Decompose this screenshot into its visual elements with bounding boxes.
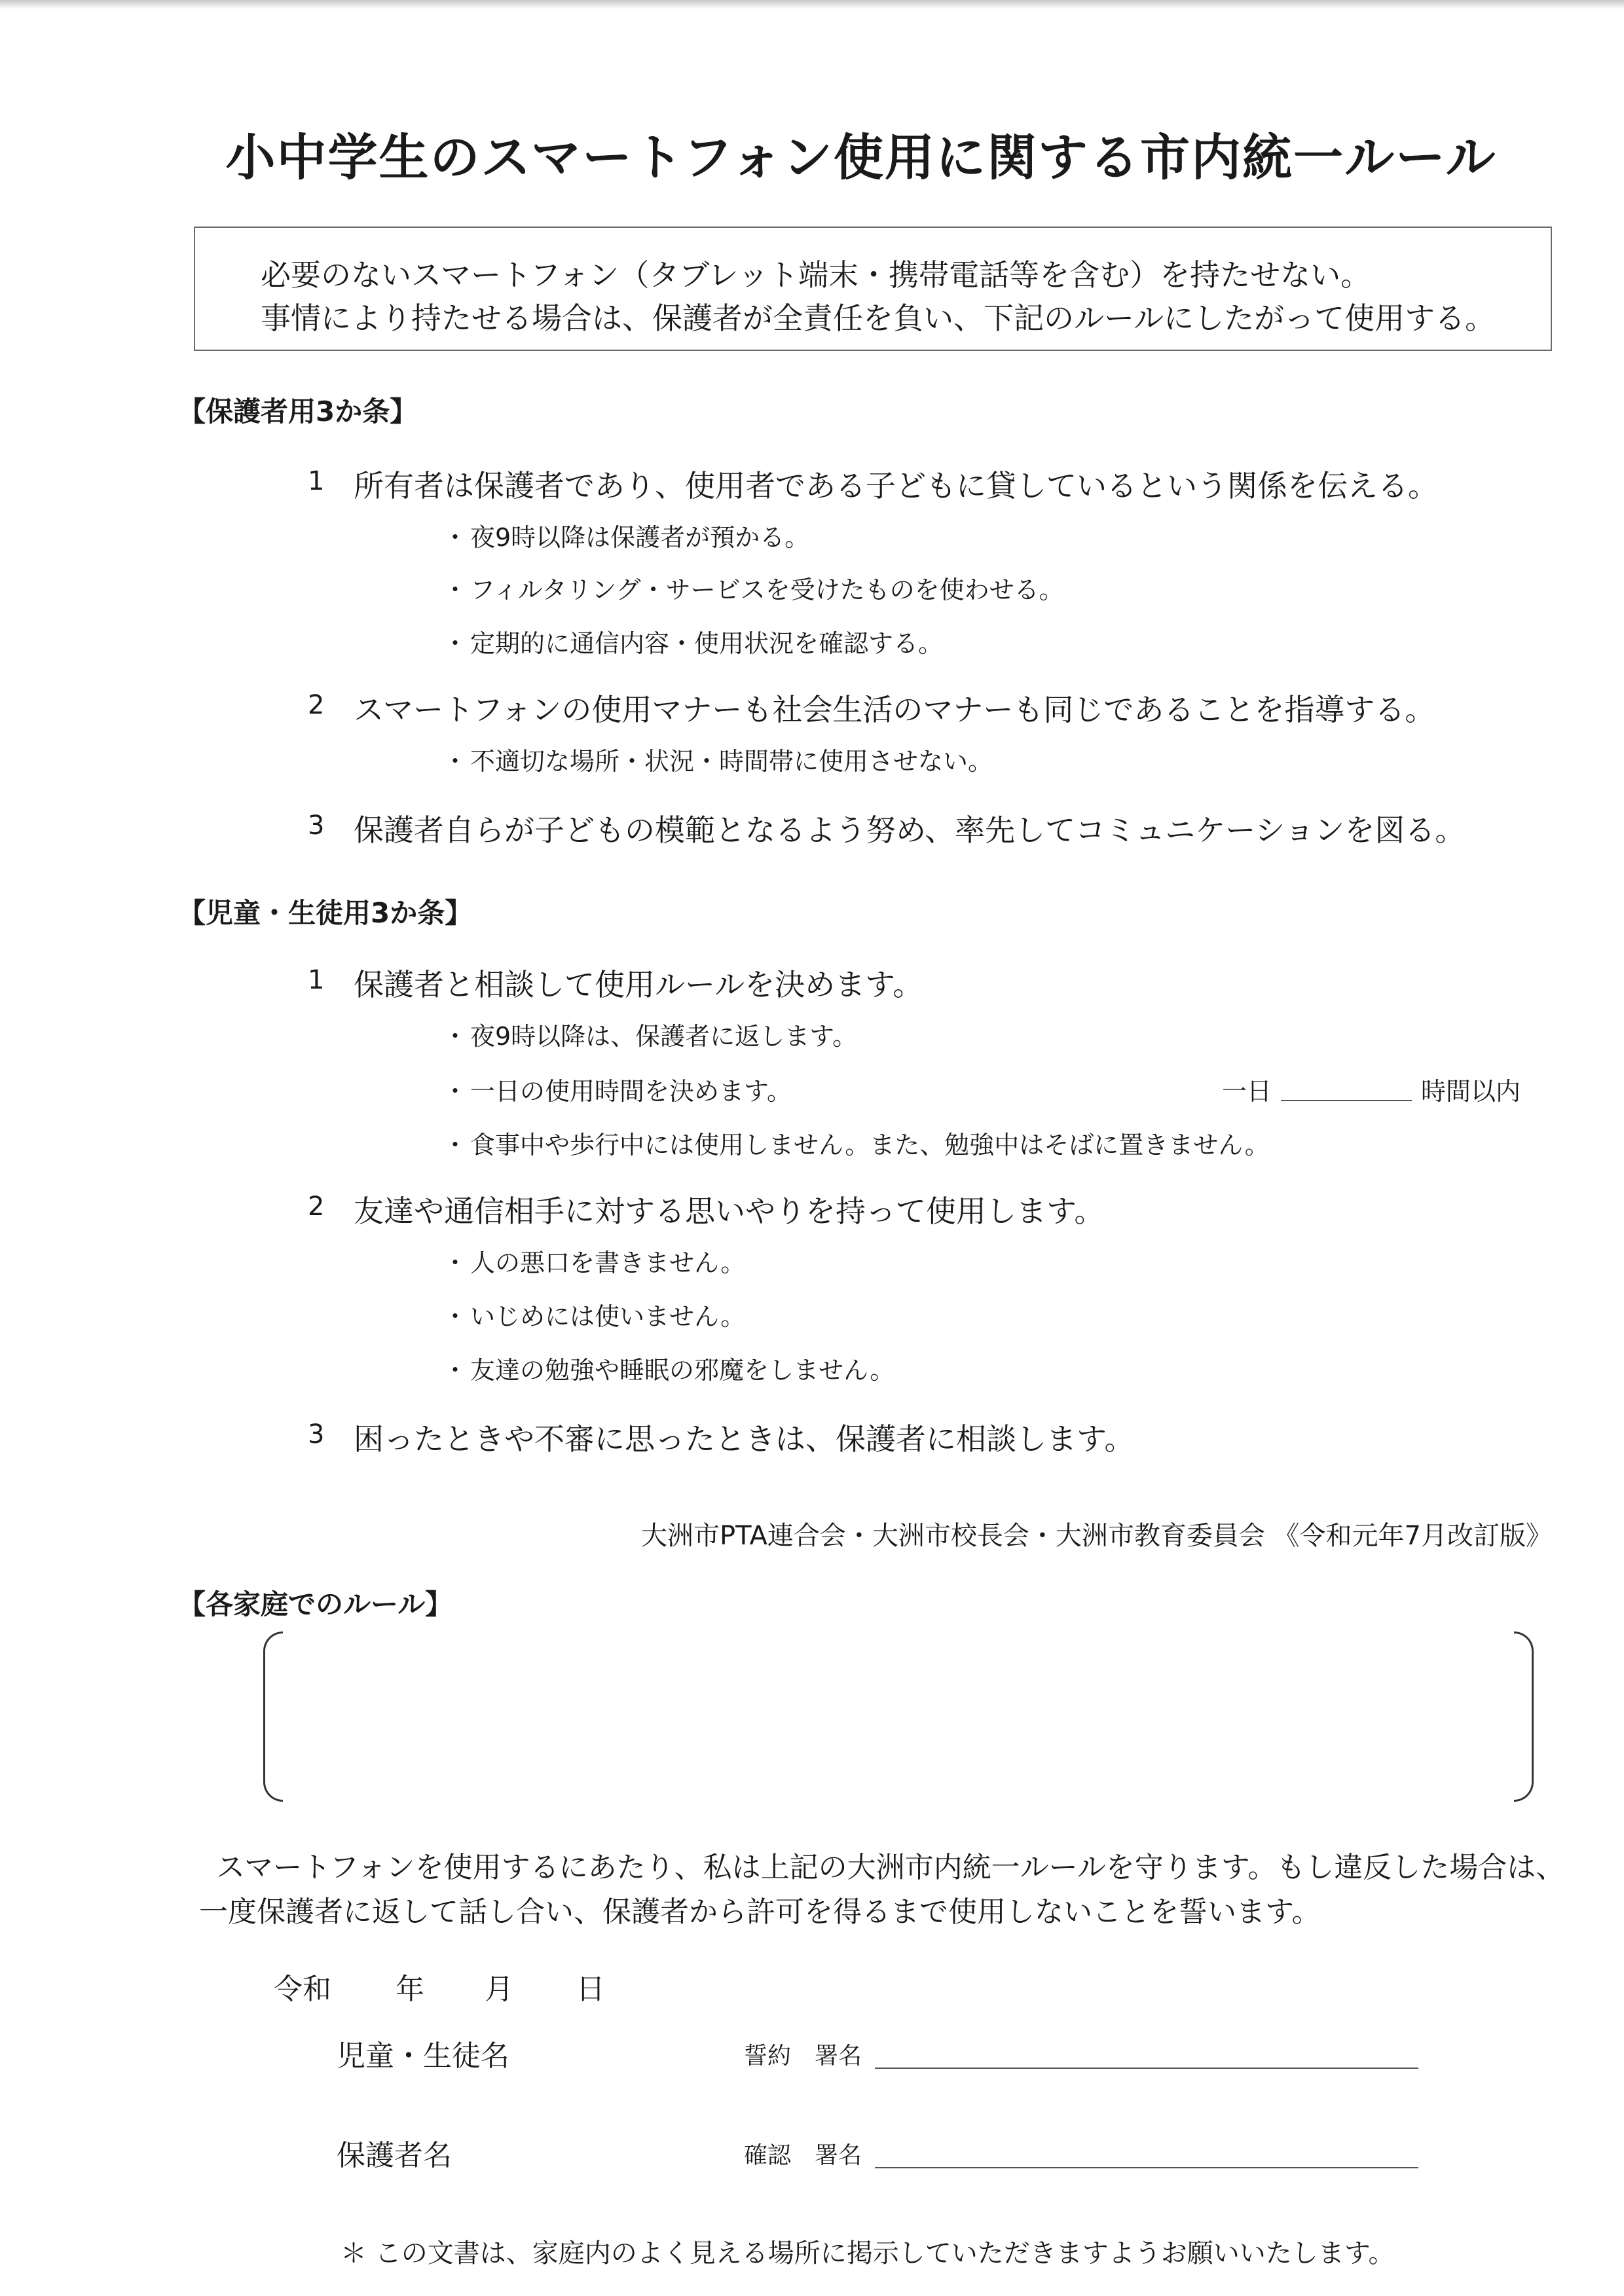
guardian-rule-1-number: 1 [308,466,325,496]
student-rule-2-bullet-2: ・ いじめには使いません。 [443,1302,746,1331]
date-month: 月 [485,1973,513,2006]
intro-line-2: 事情により持たせる場合は、保護者が全責任を負い、下記のルールにしたがって使用する。 [261,301,1496,336]
guardian-rule-2-number: 2 [308,690,325,720]
time-limit-prefix: 一日 [1222,1077,1272,1106]
guardian-rule-1-text: 所有者は保護者であり、使用者である子どもに貸しているという関係を伝える。 [354,468,1438,503]
student-rule-3-text: 困ったときや不審に思ったときは、保護者に相談します。 [354,1421,1135,1457]
pledge-line-1: スマートフォンを使用するにあたり、私は上記の大洲市内統一ルールを守ります。もし違反した場合は、 [216,1851,1565,1884]
family-rules-bracket-left [263,1631,283,1802]
date-year: 年 [396,1973,424,2006]
student-rule-1-bullet-3: ・ 食事中や歩行中には使用しません。また、勉強中はそばに置きません。 [443,1131,1270,1159]
guardian-signature-line[interactable] [875,2167,1418,2168]
student-rule-2-bullet-1: ・ 人の悪口を書きません。 [443,1248,746,1277]
organizations: 大洲市PTA連合会・大洲市校長会・大洲市教育委員会 《令和元年7月改訂版》 [641,1521,1552,1551]
intro-box [194,227,1552,351]
student-rule-2-bullet-3: ・ 友達の勉強や睡眠の邪魔をしません。 [443,1356,895,1385]
family-rules-bracket-right [1514,1631,1534,1802]
family-rules-heading: 【各家庭でのルール】 [178,1588,453,1620]
guardian-rule-2-bullet-1: ・ 不適切な場所・状況・時間帯に使用させない。 [443,747,993,776]
guardian-heading: 【保護者用3か条】 [178,395,418,428]
time-limit-suffix: 時間以内 [1421,1077,1521,1106]
guardian-rule-3-number: 3 [308,811,325,841]
page-title: 小中学生のスマートフォン使用に関する市内統一ルール [225,128,1497,187]
student-rule-1-bullet-1: ・ 夜9時以降は、保護者に返します。 [443,1022,858,1051]
student-name-label: 児童・生徒名 [337,2039,509,2073]
student-rule-1-bullet-2: ・ 一日の使用時間を決めます。 [443,1077,792,1106]
student-rule-3-number: 3 [308,1419,325,1449]
guardian-rule-1-bullet-1: ・ 夜9時以降は保護者が預かる。 [443,523,810,552]
scan-edge [0,0,1624,9]
student-rule-2-number: 2 [308,1192,325,1222]
guardian-rule-2-text: スマートフォンの使用マナーも社会生活のマナーも同じであることを指導する。 [354,692,1435,727]
date-day: 日 [576,1973,605,2006]
intro-line-1: 必要のないスマートフォン（タブレット端末・携帯電話等を含む）を持たせない。 [261,257,1371,293]
guardian-rule-3-text: 保護者自らが子どもの模範となるよう努め、率先してコミュニケーションを図る。 [354,812,1466,848]
student-rule-1-number: 1 [308,965,325,995]
pledge-line-2: 一度保護者に返して話し合い、保護者から許可を得るまで使用しないことを誓います。 [199,1895,1321,1929]
date-era: 令和 [274,1973,331,2006]
student-signature-line[interactable] [875,2068,1418,2069]
display-note: ＊ この文書は、家庭内のよく見える場所に掲示していただきますようお願いいたします。 [341,2238,1395,2269]
family-rules-area[interactable] [288,1637,1506,1794]
guardian-rule-1-bullet-2: ・ フィルタリング・サービスを受けたものを使わせる。 [443,575,1064,604]
student-sign-label: 誓約 署名 [744,2043,862,2069]
student-rule-1-text: 保護者と相談して使用ルールを決めます。 [354,967,923,1002]
student-heading: 【児童・生徒用3か条】 [178,897,473,929]
guardian-rule-1-bullet-3: ・ 定期的に通信内容・使用状況を確認する。 [443,629,944,658]
guardian-name-label: 保護者名 [337,2139,452,2172]
time-limit-blank[interactable] [1281,1100,1412,1101]
student-rule-2-text: 友達や通信相手に対する思いやりを持って使用します。 [354,1194,1105,1229]
guardian-sign-label: 確認 署名 [744,2142,862,2169]
